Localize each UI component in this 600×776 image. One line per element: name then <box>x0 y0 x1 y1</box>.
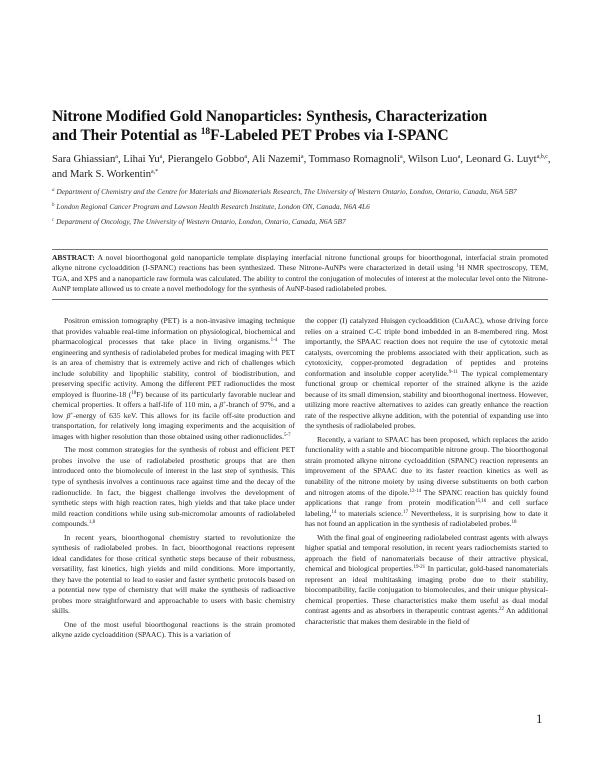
citation: 14 <box>331 509 337 515</box>
author: , Pierangelo Gobbo <box>162 154 245 165</box>
paragraph <box>52 445 295 529</box>
beta-symbol: β <box>219 400 224 410</box>
text: -energy of 635 keV. This allows for its facile off-site production and transportation, for relatively long imaging experiments and the acquisition of images with higher resolution than those obtained using other radionuclides. <box>52 410 295 442</box>
text: The engineering and synthesis of radiolabeled probes for medical imaging with PET is an area of chemistry that is extremely active and rich of challenges which include solubility and lipophilic stability, control of biodistribution, and preserving specific activity. Among the different PET radionuclides the most employed is fluorine-18 ( <box>52 337 295 399</box>
citation: 17 <box>403 509 409 515</box>
author: , Lihai Yu <box>117 154 160 165</box>
paragraph <box>52 316 295 443</box>
abstract-text: H NMR spectroscopy, TEM, TGA, and XPS and a nanoparticle raw formula was calculated. The ability to control the conjugation of molecules of interest at the molecular level onto the Nitrone-AuNP template allowed us to create a novel methodology for the synthesis of AuNP-based radiolabeled probes. <box>52 263 548 294</box>
text: An additional characteristic that makes them desirable in the field of <box>305 606 548 626</box>
charge-superscript: + <box>223 401 227 407</box>
text: and cell surface labeling, <box>305 498 549 518</box>
affiliation-marker: a <box>52 188 55 193</box>
citation: 19-21 <box>413 565 426 571</box>
abstract-box <box>52 249 548 300</box>
author: , and Mark S. Workentin <box>52 154 551 180</box>
charge-superscript: + <box>70 411 74 417</box>
author: Sara Ghiassian <box>52 154 116 165</box>
citation: 9-11 <box>448 369 458 375</box>
isotope-superscript: 18 <box>131 390 137 396</box>
affiliation-a <box>52 187 548 198</box>
text: In particular, gold-based nanomaterials represent an ideal multitasking imaging probe due to their stability, biocompatibility, facile conjugation to biomolecules, and their unique physical-chemical properties. These characteristics make them useful as dual modal contrast agents and as absorbers in therapeutic contrast agents. <box>305 564 548 616</box>
body-column-right <box>305 316 548 630</box>
affiliation-marker: a <box>300 154 304 160</box>
text: the copper (I) catalyzed Huisgen cycloaddition (CuAAC), whose driving force relies on a strained C-C triple bond imbedded in an 8-membered ring. Most importantly, the SPAAC reaction does not require the use of cytotoxic metal catalysts, overcoming the problems associated with their application, such as cytotoxicity, copper-promoted degradation of peptides and proteins conformation and insoluble copper acetylide. <box>305 316 548 378</box>
title-line-1: Nitrone Modified Gold Nanoparticles: Synthesis, Characterization <box>52 108 488 125</box>
affiliation-text: Department of Oncology, The University of Western Ontario, London, Ontario, Canada, N6A 5B7 <box>54 217 346 227</box>
text: -branch of 97%, and a low <box>52 400 295 420</box>
affiliation-marker: a,* <box>151 168 159 175</box>
author: , Tommaso Romagnoli <box>303 154 401 165</box>
isotope-superscript: 1 <box>456 264 459 270</box>
citation: 22 <box>498 607 504 613</box>
affiliation-marker: a <box>457 154 461 160</box>
beta-symbol: β <box>66 410 71 420</box>
affiliation-marker: a <box>115 154 118 160</box>
affiliation-marker: a <box>400 154 403 160</box>
text: Nevertheless, it is surprising how to date it has not found an application in the synthesis of radiolabeled probes. <box>305 508 548 529</box>
page-number: 1 <box>536 711 543 726</box>
affiliation-text: Department of Chemistry and the Centre for Materials and Biomaterials Research, The University of Western Ontario, London, Ontario, Canada, N6A 5B7 <box>54 187 517 196</box>
affiliations <box>52 187 548 233</box>
paragraph <box>305 533 548 628</box>
author: , Ali Nazemi <box>247 154 301 165</box>
citation: 1-4 <box>270 338 278 344</box>
affiliation-text: London Regional Cancer Program and Lawson Health Research Institute, London ON, Canada, N6A 4L6 <box>54 202 370 212</box>
affiliation-marker: a <box>244 154 248 160</box>
paragraph: One of the most useful bioorthogonal reactions is the strain promoted alkyne azide cycloaddition (SPAAC). This is a variation of <box>52 619 295 640</box>
citation: 5-7 <box>283 433 291 439</box>
citation: 12-14 <box>409 488 422 494</box>
abstract-text: A novel bioorthogonal gold nanoparticle template displaying interfacial nitrone functional groups for bioorthogonal, interfacial strain promoted alkyne nitrone cycloaddition (I-SPANC) reactions has been synthesized. These Nitrone-AuNPs were characterized in detail using <box>52 253 548 273</box>
citation: 15,16 <box>474 499 487 505</box>
citation: 1,8 <box>88 520 96 526</box>
author: , Wilson Luo <box>402 154 458 165</box>
text: With the final goal of engineering radiolabeled contrast agents with always higher spatial and temporal resolution, in recent years radiochemists started to approach the field of nanomaterials because of their attractive physical, chemical and biological properties. <box>305 532 548 574</box>
author-list <box>52 153 552 182</box>
body-column-left <box>52 316 295 644</box>
affiliation-marker: a <box>159 154 163 160</box>
text: The most common strategies for the synthesis of robust and efficient PET probes involve the use of radiolabeled prosthetic groups that are then introduced onto the biomolecule of interest in the last step of synthesis. This type of synthesis involves a continuous race against time and the decay of the radionuclide. In fact, the biggest challenge involves the development of synthetic steps with high reaction rates, high yields and that take place under mild reaction conditions while using sub-micromolar amounts of radiolabeled compounds. <box>52 445 295 529</box>
text: to materials science. <box>336 508 404 518</box>
abstract-label: ABSTRACT: <box>52 253 95 262</box>
isotope-superscript: 18 <box>200 127 211 137</box>
text: Recently, a variant to SPAAC has been proposed, which replaces the azido functionality with a stable and biocompatible nitrone group. The bioorthogonal strain promoted alkyne nitrone cycloaddition (SPANC) reaction represents an improvement of the SPAAC due to its faster reaction kinetics as well as tunability of the nitrone moiety by using diverse substituents on both carbon and nitrogen atoms of the dipole. <box>305 434 548 497</box>
affiliation-b <box>52 202 548 213</box>
title-line-2 <box>52 126 552 145</box>
affiliation-c <box>52 217 548 228</box>
citation: 18 <box>511 520 517 526</box>
affiliation-marker: b <box>52 203 55 209</box>
text: The typical complementary functional group or chemical reporter of the strained alkyne is the azide because of its small dimension, stability and bioorthogonal inertness. However, utilizing more reactive alternatives to azides can greatly enhance the reaction rate of the respective alkyne addition, with the potential of expanding use into the synthesis of radiolabeled probes. <box>305 368 548 431</box>
title-text: and Their Potential as <box>52 127 201 144</box>
paper-title <box>52 107 552 145</box>
paragraph: In recent years, bioorthogonal chemistry started to revolutionize the synthesis of radiolabeled probes. In fact, bioorthogonal reactions represent ideal candidates for those critical synthetic steps because of their robustness, versatility, fast kinetics, high yields and mild conditions. More importantly, they have the potential to lead to easier and faster synthetic protocols based on a potential new type of chemistry that will make the synthesis of radioactive probes more straightforward and approachable to users with basic chemistry skills. <box>52 532 295 616</box>
paragraph <box>305 435 548 530</box>
paragraph <box>305 316 548 432</box>
text: F) because of its particularly favorable nuclear and chemical properties. It offers a half-life of 110 min, a <box>52 389 295 410</box>
affiliation-marker: c <box>52 218 55 224</box>
author: , Leonard G. Luyt <box>460 154 537 165</box>
text: The SPANC reaction has quickly found applications that range from protein modification <box>305 487 548 508</box>
affiliation-marker: a,b,c <box>536 154 548 160</box>
title-text: F-Labeled PET Probes via I-SPANC <box>210 127 449 144</box>
text: Positron emission tomography (PET) is a non-invasive imaging technique that provides valuable real-time information on physiological, biochemical and pharmacological processes that take place in living organisms. <box>52 316 295 347</box>
